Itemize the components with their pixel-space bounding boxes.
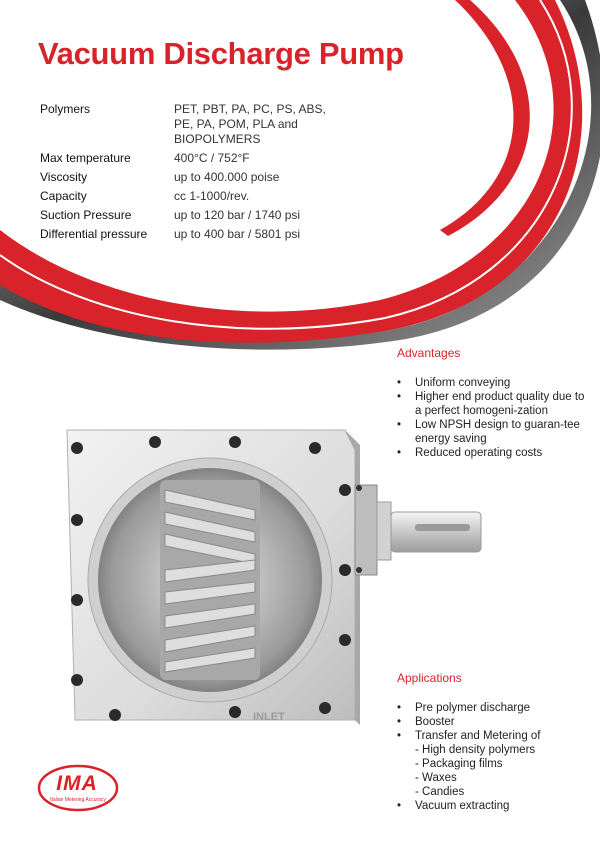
advantages-heading: Advantages (397, 346, 461, 360)
bullet-icon: • (397, 730, 402, 742)
spec-table (40, 102, 344, 246)
bullet-icon: • (397, 377, 402, 389)
spec-value: 400°C / 752°F (174, 151, 250, 165)
applications-heading: Applications (397, 671, 462, 685)
spec-row (40, 189, 344, 204)
bullet-icon: • (397, 391, 402, 403)
list-item: • Higher end product quality due to a perfect homogeni-zation (397, 391, 585, 417)
bullet-icon: • (397, 447, 402, 459)
bullet-icon: • (397, 419, 402, 431)
list-item: • Vacuum extracting (397, 800, 510, 812)
inlet-label: INLET (253, 711, 285, 723)
list-item: • Reduced operating costs (397, 447, 543, 459)
list-item: • Low NPSH design to guaran-tee energy saving (397, 419, 580, 445)
list-item: • Pre polymer discharge (397, 702, 531, 714)
spec-value: up to 120 bar / 1740 psi (174, 208, 301, 222)
spec-row (40, 208, 344, 223)
spec-value: PET, PBT, PA, PC, PS, ABS, PE, PA, POM, PLA and BIOPOLYMERS (174, 102, 326, 146)
list-subitem: - Packaging films (415, 758, 503, 770)
list-subitem: - Waxes (415, 772, 457, 784)
logo-tagline: Italian Metering Accuracy (50, 797, 106, 803)
spec-label: Suction Pressure (40, 208, 132, 222)
spec-row (40, 170, 344, 185)
page-title: Vacuum Discharge Pump (38, 36, 404, 71)
list-item: • Transfer and Metering of (397, 730, 541, 742)
spec-label: Viscosity (40, 170, 88, 184)
spec-value: up to 400.000 poise (174, 170, 280, 184)
spec-row (40, 227, 344, 242)
list-subitem: - High density polymers (415, 744, 536, 756)
bullet-icon: • (397, 800, 402, 812)
pump-illustration (55, 420, 490, 740)
spec-value: up to 400 bar / 5801 psi (174, 227, 301, 241)
bullet-icon: • (397, 716, 402, 728)
spec-label: Capacity (40, 189, 87, 203)
list-item: • Uniform conveying (397, 377, 511, 389)
spec-row (40, 151, 344, 166)
list-subitem: - Candies (415, 786, 465, 798)
spec-label: Max temperature (40, 151, 131, 165)
spec-row (40, 102, 344, 147)
spec-label: Polymers (40, 102, 91, 116)
spec-label: Differential pressure (40, 227, 148, 241)
list-item: • Booster (397, 716, 455, 728)
bullet-icon: • (397, 702, 402, 714)
logo-text: IMA (56, 772, 98, 795)
spec-value: cc 1-1000/rev. (174, 189, 250, 203)
